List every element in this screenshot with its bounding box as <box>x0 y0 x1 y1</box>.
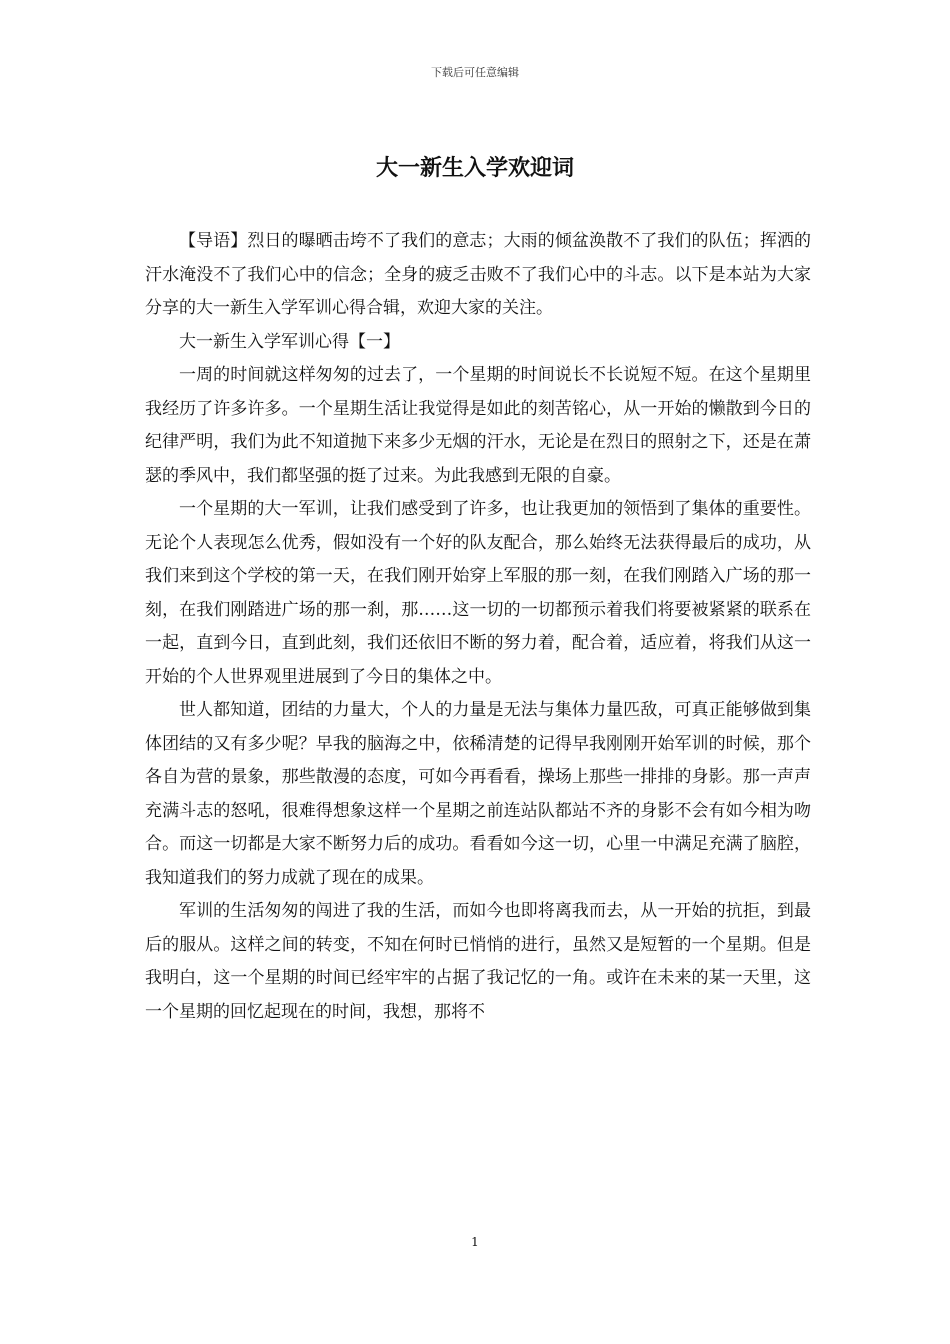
body-paragraph: 军训的生活匆匆的闯进了我的生活，而如今也即将离我而去，从一开始的抗拒，到最后的服从。这样之间的转变，不知在何时已悄悄的进行，虽然又是短暂的一个星期。但是我明白，这一个星期的时间已经牢牢的占据了我记忆的一角。或许在未来的某一天里，这一个星期的回忆起现在的时间，我想，那将不 <box>145 901 811 1022</box>
header-note: 下载后可任意编辑 <box>431 66 519 79</box>
body-paragraph: 一周的时间就这样匆匆的过去了，一个星期的时间说长不长说短不短。在这个星期里我经历了许多许多。一个星期生活让我觉得是如此的刻苦铭心，从一开始的懒散到今日的纪律严明，我们为此不知道抛下来多少无烟的汗水，无论是在烈日的照射之下，还是在萧瑟的季风中，我们都坚强的挺了过来。为此我感到无限的自豪。 <box>145 365 811 486</box>
document-title: 大一新生入学欢迎词 <box>375 155 574 181</box>
page-number: 1 <box>471 1235 479 1249</box>
document-body <box>145 225 811 1029</box>
body-paragraph: 一个星期的大一军训，让我们感受到了许多，也让我更加的领悟到了集体的重要性。无论个人表现怎么优秀，假如没有一个好的队友配合，那么始终无法获得最后的成功，从我们来到这个学校的第一天，在我们刚开始穿上军服的那一刻，在我们刚踏入广场的那一刻，在我们刚踏进广场的那一刹，那……这一切的一切都预示着我们将要被紧紧的联系在一起，直到今日，直到此刻，我们还依旧不断的努力着，配合着，适应着，将我们从这一开始的个人世界观里进展到了今日的集体之中。 <box>145 499 811 687</box>
section-heading: 大一新生入学军训心得【一】 <box>179 331 400 352</box>
intro-paragraph: 【导语】烈日的曝晒击垮不了我们的意志；大雨的倾盆涣散不了我们的队伍；挥洒的汗水淹没不了我们心中的信念；全身的疲乏击败不了我们心中的斗志。以下是本站为大家分享的大一新生入学军训心得合辑，欢迎大家的关注。 <box>145 231 811 318</box>
body-paragraph: 世人都知道，团结的力量大，个人的力量是无法与集体力量匹敌，可真正能够做到集体团结的又有多少呢？早我的脑海之中，依稀清楚的记得早我刚刚开始军训的时候，那个各自为营的景象，那些散漫的态度，可如今再看看，操场上那些一排排的身影。那一声声充满斗志的怒吼，很难得想象这样一个星期之前连站队都站不齐的身影不会有如今相为吻合。而这一切都是大家不断努力后的成功。看看如今这一切，心里一中满足充满了脑腔，我知道我们的努力成就了现在的成果。 <box>145 700 811 888</box>
